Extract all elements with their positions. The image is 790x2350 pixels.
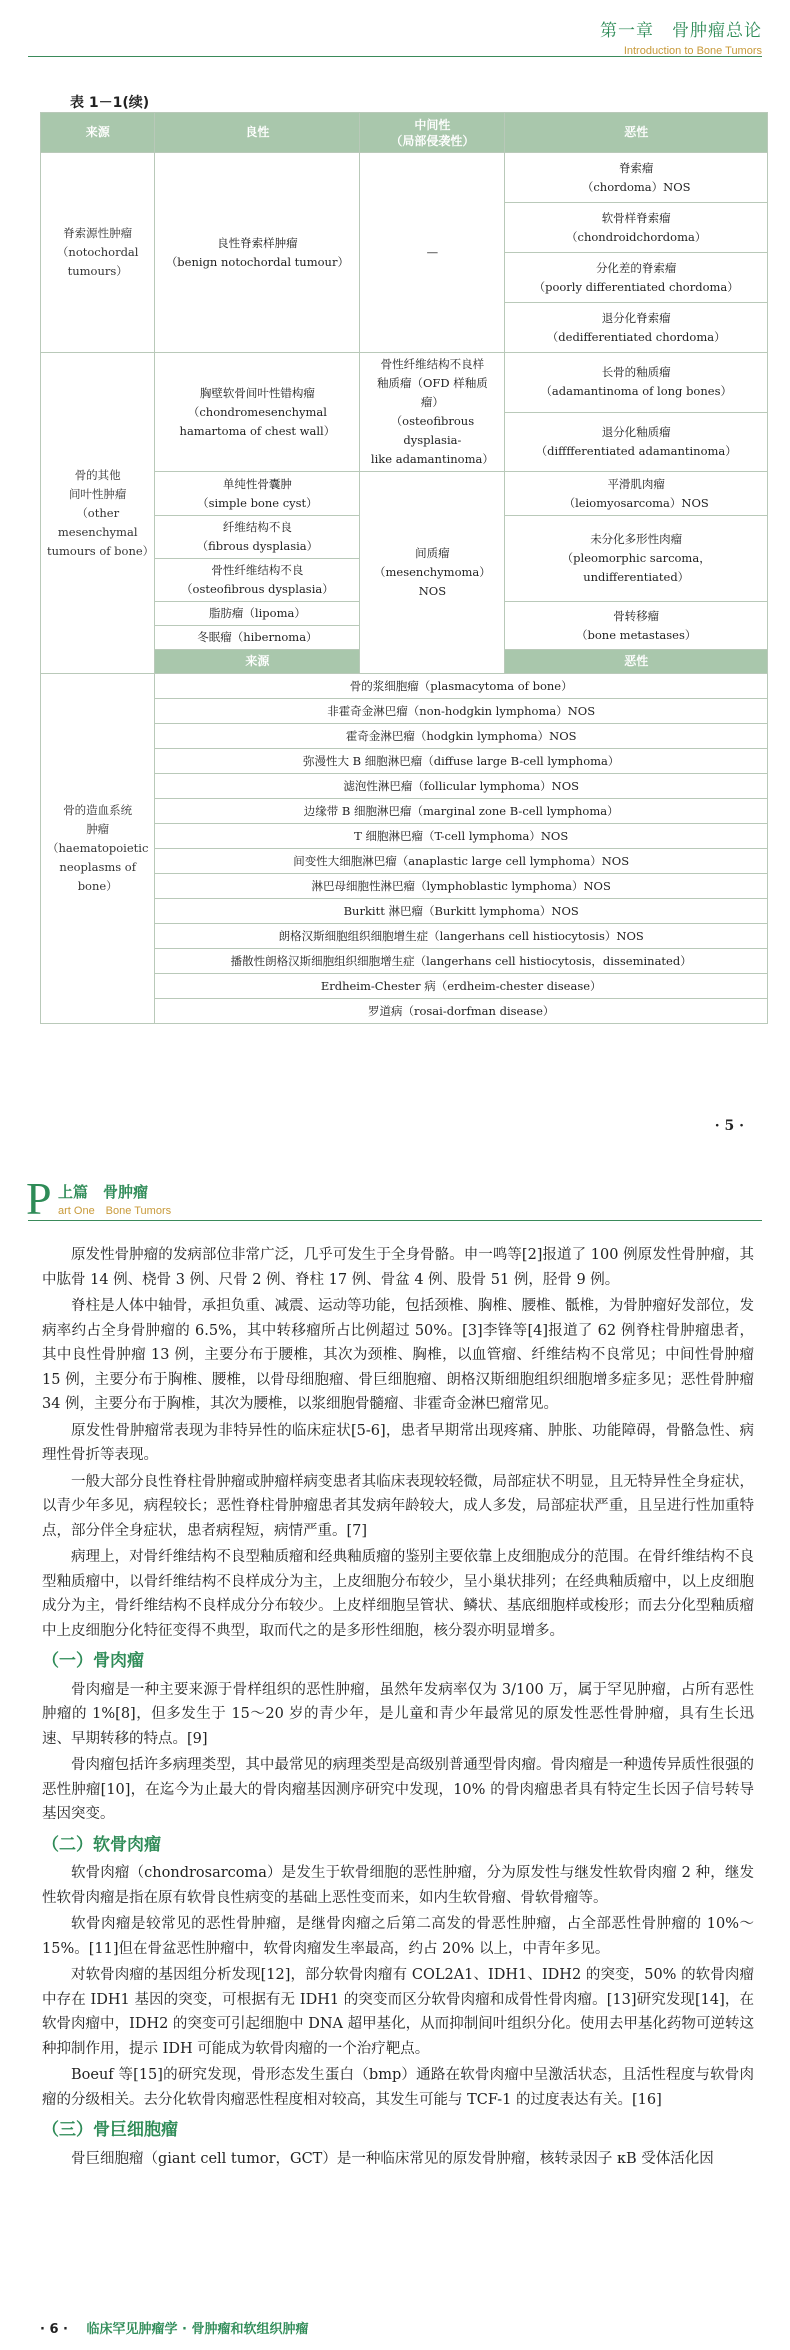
paragraph: 骨巨细胞瘤（giant cell tumor，GCT）是一种临床常见的原发骨肿瘤，核转录因子 κB 受体活化因 — [71, 2150, 714, 2167]
cell-malignant: 脊索瘤 （chordoma）NOS — [505, 153, 768, 203]
cell-malignant: 弥漫性大 B 细胞淋巴瘤（diffuse large B-cell lymphoma） — [155, 749, 768, 774]
cell-malignant: 平滑肌肉瘤 （leiomyosarcoma）NOS — [505, 472, 768, 516]
paragraph-group — [42, 1678, 754, 1827]
cell-malignant: 软骨样脊索瘤 （chondroidchordoma） — [505, 203, 768, 253]
cell-intermediate: 间质瘤 （mesenchymoma）NOS — [360, 472, 505, 674]
cell-benign: 纤维结构不良 （fibrous dysplasia） — [155, 516, 360, 559]
cell-benign: 单纯性骨囊肿 （simple bone cyst） — [155, 472, 360, 516]
header-benign: 良性 — [155, 113, 360, 153]
cell-malignant: 播散性朗格汉斯细胞组织细胞增生症（langerhans cell histiocytosis，disseminated） — [155, 949, 768, 974]
paragraph: 原发性骨肿瘤常表现为非特异性的临床症状[5-6]，患者早期常出现疼痛、肿胀、功能障碍，骨骼急性、病理性骨折等表现。 — [42, 1422, 754, 1463]
table-title: 表 1－1(续) — [70, 95, 150, 111]
cell-benign: 胸壁软骨间叶性错构瘤 （chondromesenchymal hamartoma of chest wall） — [155, 353, 360, 472]
article-body — [42, 1243, 754, 2173]
cell-malignant: 淋巴母细胞性淋巴瘤（lymphoblastic lymphoma）NOS — [155, 874, 768, 899]
header-divider — [28, 56, 762, 57]
paragraph: 骨肉瘤包括许多病理类型，其中最常见的病理类型是高级别普通型骨肉瘤。骨肉瘤是一种遗传异质性很强的恶性肿瘤[10]，在迄今为止最大的骨肉瘤基因测序研究中发现，10% 的骨肉瘤患者具有特定生长因子信号转导基因突变。 — [42, 1757, 754, 1822]
cell-malignant: 退分化釉质瘤 （difffferentiated adamantinoma） — [505, 412, 768, 472]
source-notochordal: 脊索源性肿瘤 （notochordal tumours） — [41, 153, 155, 353]
tumor-classification-table — [40, 112, 768, 1024]
chapter-header — [600, 16, 762, 57]
paragraph: Boeuf 等[15]的研究发现，骨形态发生蛋白（bmp）通路在软骨肉瘤中呈激活状态，且活性程度与软骨肉瘤的分级相关。去分化软骨肉瘤恶性程度相对较高，其发生可能与 TCF-1 的过度表达有关。[16] — [42, 2067, 754, 2108]
cell-malignant: 边缘带 B 细胞淋巴瘤（marginal zone B-cell lymphoma） — [155, 799, 768, 824]
cell-malignant: 分化差的脊索瘤 （poorly differentiated chordoma） — [505, 253, 768, 303]
cell-malignant: 间变性大细胞淋巴瘤（anaplastic large cell lymphoma）NOS — [155, 849, 768, 874]
paragraph: 软骨肉瘤（chondrosarcoma）是发生于软骨细胞的恶性肿瘤，分为原发性与继发性软骨肉瘤 2 种，继发性软骨肉瘤是指在原有软骨良性病变的基础上恶性变而来，如内生软骨瘤、骨软骨瘤等。 — [42, 1865, 754, 1906]
cell-malignant: Erdheim-Chester 病（erdheim-chester disease） — [155, 974, 768, 999]
cell-benign: 良性脊索样肿瘤 （benign notochordal tumour） — [155, 153, 360, 353]
cell-malignant: 骨转移瘤 （bone metastases） — [505, 602, 768, 650]
cell-malignant: Burkitt 淋巴瘤（Burkitt lymphoma）NOS — [155, 899, 768, 924]
paragraph: 病理上，对骨纤维结构不良型釉质瘤和经典釉质瘤的鉴别主要依靠上皮细胞成分的范围。在骨纤维结构不良型釉质瘤中，以骨纤维结构不良样成分为主，上皮细胞分布较少，呈小巢状排列；在经典釉质瘤中，以上皮细胞成分为主，骨纤维结构不良样成分分布较少。上皮样细胞呈管状、鳞状、基底细胞样或梭形；而去分化型釉质瘤中上皮细胞分化特征变得不典型，取而代之的是多形性细胞，核分裂亦明显增多。 — [42, 1549, 754, 1639]
section-heading: （二）软骨肉瘤 — [42, 1834, 161, 1855]
header-divider — [28, 1220, 762, 1221]
page-number: · 5 · — [714, 1118, 744, 1134]
paragraph: 骨肉瘤是一种主要来源于骨样组织的恶性肿瘤，虽然年发病率仅为 3/100 万，属于罕见肿瘤，占所有恶性肿瘤的 1%[8]，但多发生于 15～20 岁的青少年，是儿童和青少年最常见的原发性恶性骨肿瘤，具有生长迅速、早期转移的特点。[9] — [42, 1681, 754, 1747]
header-source: 来源 — [155, 650, 360, 674]
paragraph: 软骨肉瘤是较常见的恶性骨肿瘤，是继骨肉瘤之后第二高发的骨恶性肿瘤，占全部恶性骨肿瘤的 10%～15%。[11]但在骨盆恶性肿瘤中，软骨肉瘤发生率最高，约占 20% 以上，中青年多见。 — [42, 1916, 754, 1957]
part-title: 上篇 骨肿瘤 — [58, 1183, 149, 1201]
chapter-subtitle: Introduction to Bone Tumors — [623, 45, 762, 57]
section-heading: （三）骨巨细胞瘤 — [42, 2120, 178, 2140]
cell-benign: 冬眠瘤（hibernoma） — [155, 626, 360, 650]
table-row — [41, 353, 768, 413]
page-number: · 6 · — [40, 2322, 68, 2337]
paragraph-group — [42, 1861, 754, 2112]
paragraph: 对软骨肉瘤的基因组分析发现[12]，部分软骨肉瘤有 COL2A1、IDH1、IDH2 的突变，50% 的软骨肉瘤中存在 IDH1 基因的突变，可根据有无 IDH1 的突变而区分软骨肉瘤和成骨性骨肉瘤。[13]研究发现[14]，在软骨肉瘤中，IDH2 的突变可引起细胞中 DNA 超甲基化，从而抑制间叶组织分化。使用去甲基化药物可逆转这种抑制作用，提示 IDH 可能成为软骨肉瘤的一个治疗靶点。 — [42, 1967, 754, 2057]
cell-malignant: 未分化多形性肉瘤 （pleomorphic sarcoma， undifferentiated） — [505, 516, 768, 602]
paragraph: 一般大部分良性脊柱骨肿瘤或肿瘤样病变患者其临床表现较轻微，局部症状不明显，且无特异性全身症状，以青少年多见，病程较长；恶性脊柱骨肿瘤患者其发病年龄较大，成人多发，局部症状严重，且呈进行性加重特点，部分伴全身症状，患者病程短，病情严重。[7] — [42, 1473, 754, 1539]
cell-benign: 骨性纤维结构不良 （osteofibrous dysplasia） — [155, 559, 360, 602]
header-malignant: 恶性 — [505, 113, 768, 153]
header-source: 来源 — [41, 113, 155, 153]
paragraph: 原发性骨肿瘤的发病部位非常广泛，几乎可发生于全身骨骼。申一鸣等[2]报道了 100 例原发性骨肿瘤，其中肱骨 14 例、桡骨 3 例、尺骨 2 例、脊柱 17 例、骨盆 4 例、股骨 51 例，胫骨 9 例。 — [42, 1247, 754, 1288]
cell-intermediate: — — [360, 153, 505, 353]
paragraph-group — [42, 1243, 754, 1643]
cell-benign: 脂肪瘤（lipoma） — [155, 602, 360, 626]
page-footer — [40, 2318, 309, 2337]
section-heading: （一）骨肉瘤 — [42, 1651, 144, 1671]
cell-malignant: 骨的浆细胞瘤（plasmacytoma of bone） — [155, 674, 768, 699]
part-subtitle: art One Bone Tumors — [58, 1205, 172, 1217]
table-header-row — [41, 113, 768, 153]
cell-intermediate: 骨性纤维结构不良样 釉质瘤（OFD 样釉质瘤） （osteofibrous dysplasia- like adamantinoma） — [360, 353, 505, 472]
cell-malignant: T 细胞淋巴瘤（T-cell lymphoma）NOS — [155, 824, 768, 849]
table-row — [41, 674, 768, 699]
cell-malignant: 非霍奇金淋巴瘤（non-hodgkin lymphoma）NOS — [155, 699, 768, 724]
source-haematopoietic: 骨的造血系统 肿瘤 （haematopoietic neoplasms of bone） — [41, 674, 155, 1024]
cell-malignant: 朗格汉斯细胞组织细胞增生症（langerhans cell histiocytosis）NOS — [155, 924, 768, 949]
source-mesenchymal: 骨的其他 间叶性肿瘤 （other mesenchymal tumours of bone） — [41, 353, 155, 674]
header-malignant: 恶性 — [505, 650, 768, 674]
paragraph: 脊柱是人体中轴骨，承担负重、减震、运动等功能，包括颈椎、胸椎、腰椎、骶椎，为骨肿瘤好发部位，发病率约占全身骨肿瘤的 6.5%，其中转移瘤所占比例超过 50%。[3]李锋等[4]报道了 62 例脊柱骨肿瘤患者，其中良性骨肿瘤 13 例，主要分布于腰椎，其次为颈椎、胸椎，以血管瘤、纤维结构不良常见；中间性骨肿瘤 15 例，主要分布于胸椎、腰椎，以骨母细胞瘤、骨巨细胞瘤、朗格汉斯细胞组织细胞增多症多见；恶性骨肿瘤 34 例，主要分布于胸椎，其次为腰椎，以浆细胞骨髓瘤、非霍奇金淋巴瘤常见。 — [42, 1298, 754, 1412]
cell-malignant: 滤泡性淋巴瘤（follicular lymphoma）NOS — [155, 774, 768, 799]
chapter-title: 第一章 骨肿瘤总论 — [600, 21, 762, 41]
table-row — [41, 153, 768, 203]
part-initial: P — [26, 1173, 52, 1224]
cell-malignant: 罗道病（rosai-dorfman disease） — [155, 999, 768, 1024]
cell-malignant: 长骨的釉质瘤 （adamantinoma of long bones） — [505, 353, 768, 413]
cell-malignant: 退分化脊索瘤 （dedifferentiated chordoma） — [505, 303, 768, 353]
paragraph-group — [42, 2147, 754, 2172]
book-title: 临床罕见肿瘤学 · 骨肿瘤和软组织肿瘤 — [86, 2322, 309, 2337]
header-intermediate: 中间性 （局部侵袭性） — [360, 113, 505, 153]
cell-malignant: 霍奇金淋巴瘤（hodgkin lymphoma）NOS — [155, 724, 768, 749]
